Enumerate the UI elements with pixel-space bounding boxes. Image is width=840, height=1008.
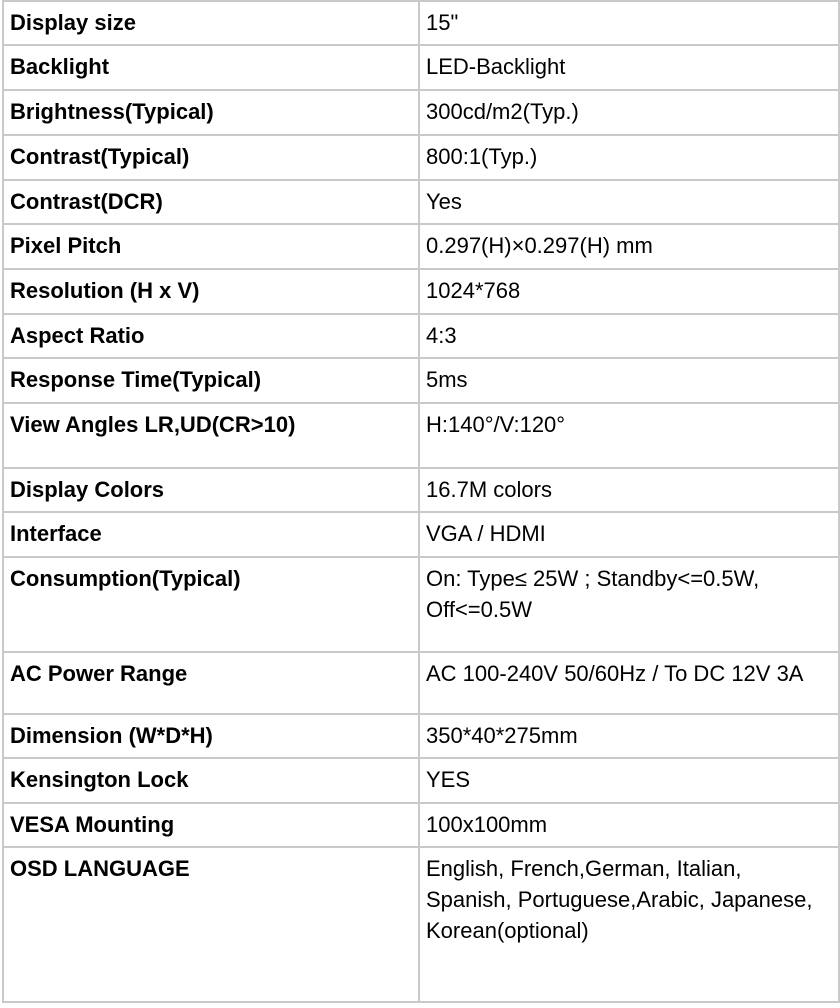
spec-label-ac-power-range: AC Power Range xyxy=(3,652,419,714)
table-row xyxy=(3,1,839,45)
spec-value-contrast-dcr: Yes xyxy=(419,180,839,224)
spec-label-contrast-dcr: Contrast(DCR) xyxy=(3,180,419,224)
spec-label-contrast-typical: Contrast(Typical) xyxy=(3,135,419,180)
table-row xyxy=(3,403,839,468)
spec-label-display-colors: Display Colors xyxy=(3,468,419,512)
table-row xyxy=(3,803,839,847)
table-row xyxy=(3,90,839,135)
table-row xyxy=(3,847,839,1002)
spec-label-backlight: Backlight xyxy=(3,45,419,90)
spec-value-aspect-ratio: 4:3 xyxy=(419,314,839,358)
spec-label-display-size: Display size xyxy=(3,1,419,45)
table-row xyxy=(3,180,839,224)
table-row xyxy=(3,512,839,557)
spec-label-osd-language: OSD LANGUAGE xyxy=(3,847,419,1002)
spec-value-consumption: On: Type≤ 25W ; Standby<=0.5W, Off<=0.5W xyxy=(419,557,839,652)
spec-label-pixel-pitch: Pixel Pitch xyxy=(3,224,419,269)
spec-label-view-angles: View Angles LR,UD(CR>10) xyxy=(3,403,419,468)
table-row xyxy=(3,358,839,403)
table-row xyxy=(3,557,839,652)
spec-value-dimension: 350*40*275mm xyxy=(419,714,839,758)
table-row xyxy=(3,758,839,803)
spec-value-display-colors: 16.7M colors xyxy=(419,468,839,512)
spec-label-vesa-mounting: VESA Mounting xyxy=(3,803,419,847)
spec-value-vesa-mounting: 100x100mm xyxy=(419,803,839,847)
spec-value-display-size: 15" xyxy=(419,1,839,45)
table-row xyxy=(3,468,839,512)
spec-value-pixel-pitch: 0.297(H)×0.297(H) mm xyxy=(419,224,839,269)
spec-label-kensington-lock: Kensington Lock xyxy=(3,758,419,803)
table-row xyxy=(3,652,839,714)
table-row xyxy=(3,135,839,180)
spec-label-aspect-ratio: Aspect Ratio xyxy=(3,314,419,358)
spec-label-interface: Interface xyxy=(3,512,419,557)
spec-value-interface: VGA / HDMI xyxy=(419,512,839,557)
table-row xyxy=(3,314,839,358)
spec-value-osd-language: English, French,German, Italian, Spanish, Portuguese,Arabic, Japanese, Korean(optional) xyxy=(419,847,839,1002)
table-row xyxy=(3,269,839,314)
spec-value-ac-power-range: AC 100-240V 50/60Hz / To DC 12V 3A xyxy=(419,652,839,714)
spec-value-kensington-lock: YES xyxy=(419,758,839,803)
spec-value-backlight: LED-Backlight xyxy=(419,45,839,90)
spec-value-brightness: 300cd/m2(Typ.) xyxy=(419,90,839,135)
spec-value-contrast-typical: 800:1(Typ.) xyxy=(419,135,839,180)
spec-value-view-angles: H:140°/V:120° xyxy=(419,403,839,468)
spec-value-response-time: 5ms xyxy=(419,358,839,403)
table-row xyxy=(3,224,839,269)
spec-value-resolution: 1024*768 xyxy=(419,269,839,314)
spec-label-resolution: Resolution (H x V) xyxy=(3,269,419,314)
spec-label-dimension: Dimension (W*D*H) xyxy=(3,714,419,758)
table-row xyxy=(3,45,839,90)
spec-label-consumption: Consumption(Typical) xyxy=(3,557,419,652)
spec-label-response-time: Response Time(Typical) xyxy=(3,358,419,403)
table-row xyxy=(3,714,839,758)
spec-table xyxy=(2,0,840,1003)
spec-label-brightness: Brightness(Typical) xyxy=(3,90,419,135)
